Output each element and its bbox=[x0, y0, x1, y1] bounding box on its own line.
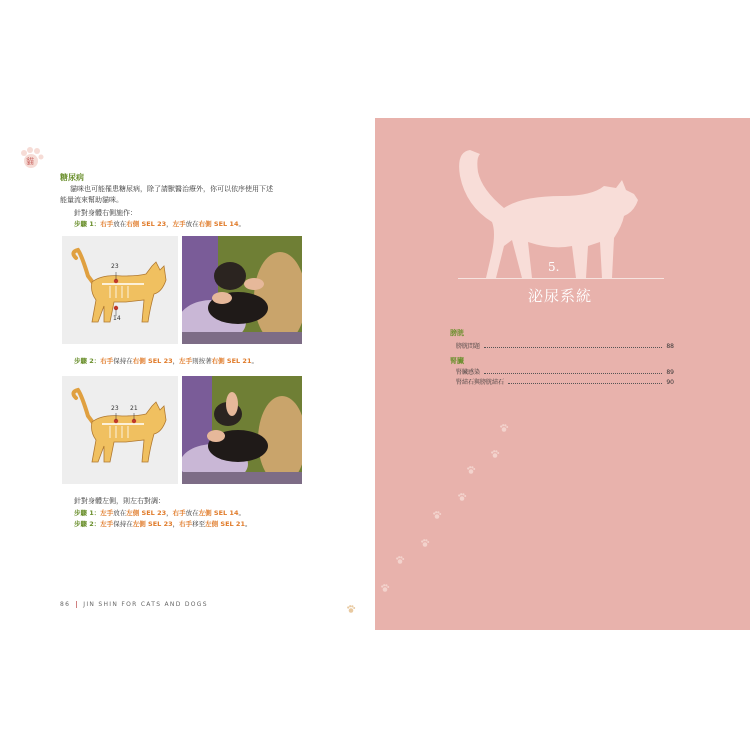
intro-line-2: 能量流來幫助貓咪。 bbox=[60, 196, 123, 204]
cat-skeleton-diagram-2 bbox=[62, 376, 178, 484]
toc-leader-dots bbox=[508, 378, 662, 384]
toc-entry[interactable] bbox=[456, 341, 674, 350]
cat-treatment-photo-2 bbox=[182, 376, 302, 484]
hand-text: 左手 bbox=[100, 520, 114, 528]
left-page bbox=[0, 118, 366, 630]
cat-treatment-photo-1 bbox=[182, 236, 302, 344]
verb-text: 保持在 bbox=[113, 520, 133, 528]
verb-text: 放在 bbox=[185, 220, 199, 228]
point-text: 右側 SEL 21 bbox=[211, 357, 252, 365]
verb-text: 放在 bbox=[185, 509, 199, 517]
hand-text: 左手 bbox=[172, 220, 186, 228]
cat-silhouette-icon bbox=[452, 146, 642, 280]
hand-text: 右手 bbox=[100, 220, 114, 228]
hand-text: 左手 bbox=[179, 357, 193, 365]
punct-text: 。 bbox=[238, 220, 245, 228]
right-side-intro: 針對身體右側施作： bbox=[74, 209, 137, 217]
point-label-a: 23 bbox=[111, 405, 119, 412]
toc-entry-label: 膀胱問題 bbox=[456, 343, 481, 350]
paw-print-icon bbox=[466, 460, 476, 470]
verb-text: 放在 bbox=[113, 509, 127, 517]
paw-print-icon bbox=[432, 505, 442, 515]
section-heading: 糖尿病 bbox=[60, 173, 84, 182]
step-1-right bbox=[74, 219, 245, 228]
point-text: 左側 SEL 21 bbox=[205, 520, 245, 528]
step-label: 步驟 2： bbox=[74, 357, 101, 365]
step-2-right bbox=[74, 356, 258, 365]
chapter-rule bbox=[458, 278, 664, 279]
verb-text: 則按著 bbox=[192, 357, 212, 365]
step-label: 步驟 1： bbox=[74, 220, 101, 228]
punct-text: 。 bbox=[244, 520, 252, 528]
chapter-title: 泌尿系統 bbox=[528, 287, 593, 305]
step-2-left bbox=[74, 519, 251, 528]
point-text: 右側 SEL 14 bbox=[198, 220, 239, 228]
hand-text: 右手 bbox=[179, 520, 193, 528]
step-1-left bbox=[74, 508, 245, 517]
toc-entry[interactable] bbox=[456, 367, 674, 376]
left-side-intro: 針對身體左側，則左右對調： bbox=[74, 497, 165, 505]
toc-entry-page: 90 bbox=[666, 379, 674, 386]
punct-text: ， bbox=[172, 520, 180, 528]
paw-print-icon bbox=[490, 444, 500, 454]
toc-entry[interactable] bbox=[456, 377, 674, 386]
paw-print-icon bbox=[457, 487, 467, 497]
punct-text: 。 bbox=[238, 509, 245, 517]
toc-entry-label: 腎結石與膀胱結石 bbox=[456, 379, 505, 386]
cat-skeleton-diagram-1 bbox=[62, 236, 178, 344]
point-label-a: 23 bbox=[111, 263, 119, 270]
step-label: 步驟 1： bbox=[74, 509, 101, 517]
paw-print-icon bbox=[380, 578, 390, 588]
badge-char: 貓 bbox=[26, 157, 34, 166]
point-text: 右側 SEL 23 bbox=[132, 357, 173, 365]
toc-section-bladder: 膀胱 bbox=[450, 329, 464, 337]
punct-text: ， bbox=[172, 357, 180, 365]
toc-leader-dots bbox=[484, 342, 662, 348]
toc-section-kidney: 腎臟 bbox=[450, 357, 464, 365]
intro-line-1: 貓咪也可能罹患糖尿病，除了請獸醫治療外，你可以依序使用下述 bbox=[70, 185, 273, 193]
punct-text: 。 bbox=[251, 357, 258, 365]
paw-print-icon bbox=[395, 550, 405, 560]
verb-text: 移至 bbox=[192, 520, 206, 528]
paw-badge-icon bbox=[18, 146, 44, 172]
page-number: 86 bbox=[60, 601, 71, 608]
punct-text: ， bbox=[166, 220, 173, 228]
point-label-b: 21 bbox=[130, 405, 138, 412]
hand-text: 左手 bbox=[100, 509, 114, 517]
point-text: 左側 SEL 23 bbox=[126, 509, 167, 517]
footer-divider bbox=[76, 601, 77, 608]
paw-print-icon bbox=[346, 599, 356, 609]
punct-text: ， bbox=[166, 509, 173, 517]
point-text: 左側 SEL 23 bbox=[132, 520, 173, 528]
verb-text: 放在 bbox=[113, 220, 127, 228]
toc-leader-dots bbox=[484, 368, 662, 374]
toc-entry-page: 88 bbox=[666, 343, 674, 350]
hand-text: 右手 bbox=[172, 509, 186, 517]
running-title: JIN SHIN FOR CATS AND DOGS bbox=[83, 601, 208, 608]
chapter-number: 5. bbox=[548, 260, 560, 274]
toc-entry-label: 腎臟感染 bbox=[456, 369, 481, 376]
toc-entry-page: 89 bbox=[666, 369, 674, 376]
step-label: 步驟 2： bbox=[74, 520, 101, 528]
point-text: 左側 SEL 14 bbox=[198, 509, 239, 517]
point-label-b: 14 bbox=[113, 315, 121, 322]
paw-print-icon bbox=[420, 533, 430, 543]
paw-print-icon bbox=[499, 418, 509, 428]
hand-text: 右手 bbox=[100, 357, 114, 365]
verb-text: 保持在 bbox=[113, 357, 133, 365]
point-text: 右側 SEL 23 bbox=[126, 220, 167, 228]
page-footer bbox=[60, 601, 208, 608]
